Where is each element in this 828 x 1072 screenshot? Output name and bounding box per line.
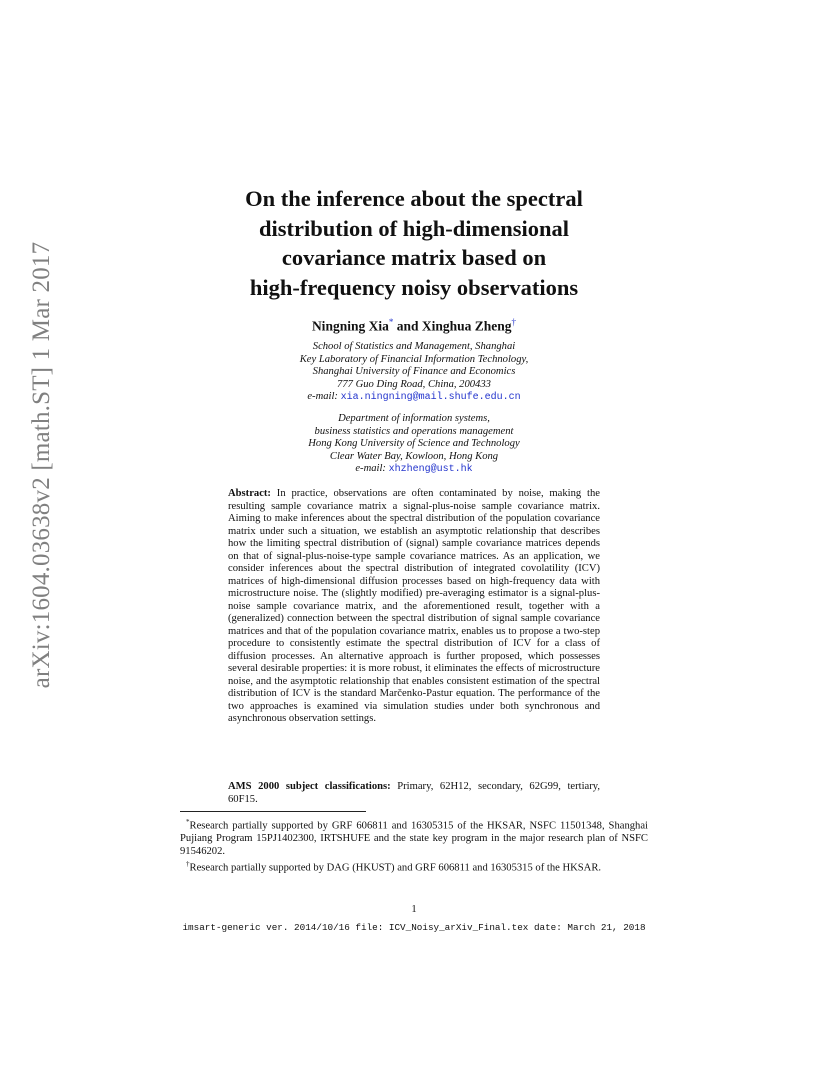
title-line: covariance matrix based on bbox=[281, 245, 547, 270]
affiliation-line: 777 Guo Ding Road, China, 200433 bbox=[337, 378, 491, 390]
email-link[interactable]: xia.ningning@mail.shufe.edu.cn bbox=[340, 392, 521, 404]
footnote-mark-link[interactable]: * bbox=[388, 317, 394, 327]
affiliation-block bbox=[200, 413, 628, 477]
affiliation-line: Clear Water Bay, Kowloon, Hong Kong bbox=[329, 450, 499, 462]
arxiv-identifier: arXiv:1604.03638v2 [math.ST] 1 Mar 2017 bbox=[28, 241, 55, 689]
ams-label: AMS 2000 subject classifications: bbox=[228, 781, 391, 792]
author-name: Xinghua Zheng bbox=[421, 318, 512, 334]
affiliation-block bbox=[200, 341, 628, 405]
footnote-text: Research partially supported by GRF 606811 and 16305315 of the HKSAR, NSFC 11501348, Shanghai Pujiang Program 15PJ1402300, IRTSHUFE and the state key program in the major research plan of NSFC 91546202. bbox=[180, 820, 648, 857]
running-footer: imsart-generic ver. 2014/10/16 file: ICV_Noisy_arXiv_Final.tex date: March 21, 2018 bbox=[182, 922, 646, 933]
paper-title bbox=[160, 184, 668, 302]
footnote-mark: * bbox=[186, 818, 190, 826]
footnote-mark: † bbox=[186, 860, 190, 869]
author-name: Ningning Xia bbox=[311, 318, 389, 334]
title-line: distribution of high-dimensional bbox=[258, 215, 570, 241]
email-label: e-mail: bbox=[355, 463, 386, 475]
email-label: e-mail: bbox=[307, 391, 338, 403]
email-line bbox=[200, 463, 628, 477]
page-number: 1 bbox=[411, 904, 417, 915]
affiliation-line: School of Statistics and Management, Shanghai bbox=[312, 341, 516, 352]
footnotes bbox=[180, 816, 648, 875]
email-line bbox=[200, 391, 628, 405]
arxiv-sidebar bbox=[20, 241, 64, 689]
footnote-mark-link[interactable]: † bbox=[511, 317, 517, 327]
email-link[interactable]: xhzheng@ust.hk bbox=[388, 464, 473, 476]
subject-classification bbox=[228, 781, 600, 806]
title-line: On the inference about the spectral bbox=[245, 186, 583, 211]
footnote-divider bbox=[180, 811, 366, 812]
author-list bbox=[200, 317, 628, 335]
affiliation-line: Shanghai University of Finance and Economics bbox=[312, 366, 516, 378]
footnote-text: Research partially supported by DAG (HKUST) and GRF 606811 and 16305315 of the HKSAR. bbox=[189, 862, 602, 874]
author-connector: and bbox=[396, 318, 419, 334]
affiliation-line: Key Laboratory of Financial Information Technology, bbox=[299, 353, 529, 365]
title-line: high-frequency noisy observations bbox=[249, 274, 579, 300]
affiliation-line: Hong Kong University of Science and Technology bbox=[308, 438, 520, 450]
ams-text: Primary, 62H12, secondary, 62G99, tertiary, 60F15. bbox=[228, 781, 600, 805]
affiliation-line: Department of information systems, bbox=[338, 413, 490, 424]
affiliation-line: business statistics and operations management bbox=[314, 425, 514, 437]
footnote bbox=[180, 816, 648, 858]
abstract-text: In practice, observations are often contaminated by noise, making the resulting sample covariance matrix a signal-plus-noise sample covariance matrix. Aiming to make inferences about the spectral distribution of the population covariance matrix under such a situation, we establish an asymptotic relationship that describes how the limiting spectral distribution of (signal) sample covariance matrices depends on that of signal-plus-noise-type sample covariance matrices. As an application, we consider inferences about the spectral distribution of integrated covolatility (ICV) matrices of high-dimensional diffusion processes based on high-frequency data with microstructure noise. The (slightly modified) pre-averaging estimator is a signal-plus-noise sample covariance matrix, and the aforementioned result, together with a (generalized) connection between the spectral distribution of signal sample covariance matrices and that of the population covariance matrix, enables us to propose a two-step procedure to consistently estimate the spectral distribution of ICV for a class of diffusion processes. An alternative approach is further proposed, which possesses several desirable properties: it is more robust, it eliminates the effects of microstructure noise, and the asymptotic relationship that enables consistent estimation of the spectral distribution of ICV is the standard Marčenko-Pastur equation. The performance of the two approaches is examined via simulation studies under both synchronous and asynchronous observation settings. bbox=[228, 488, 600, 724]
abstract-label: Abstract: bbox=[228, 488, 271, 499]
abstract bbox=[228, 488, 600, 726]
footnote bbox=[180, 858, 648, 875]
